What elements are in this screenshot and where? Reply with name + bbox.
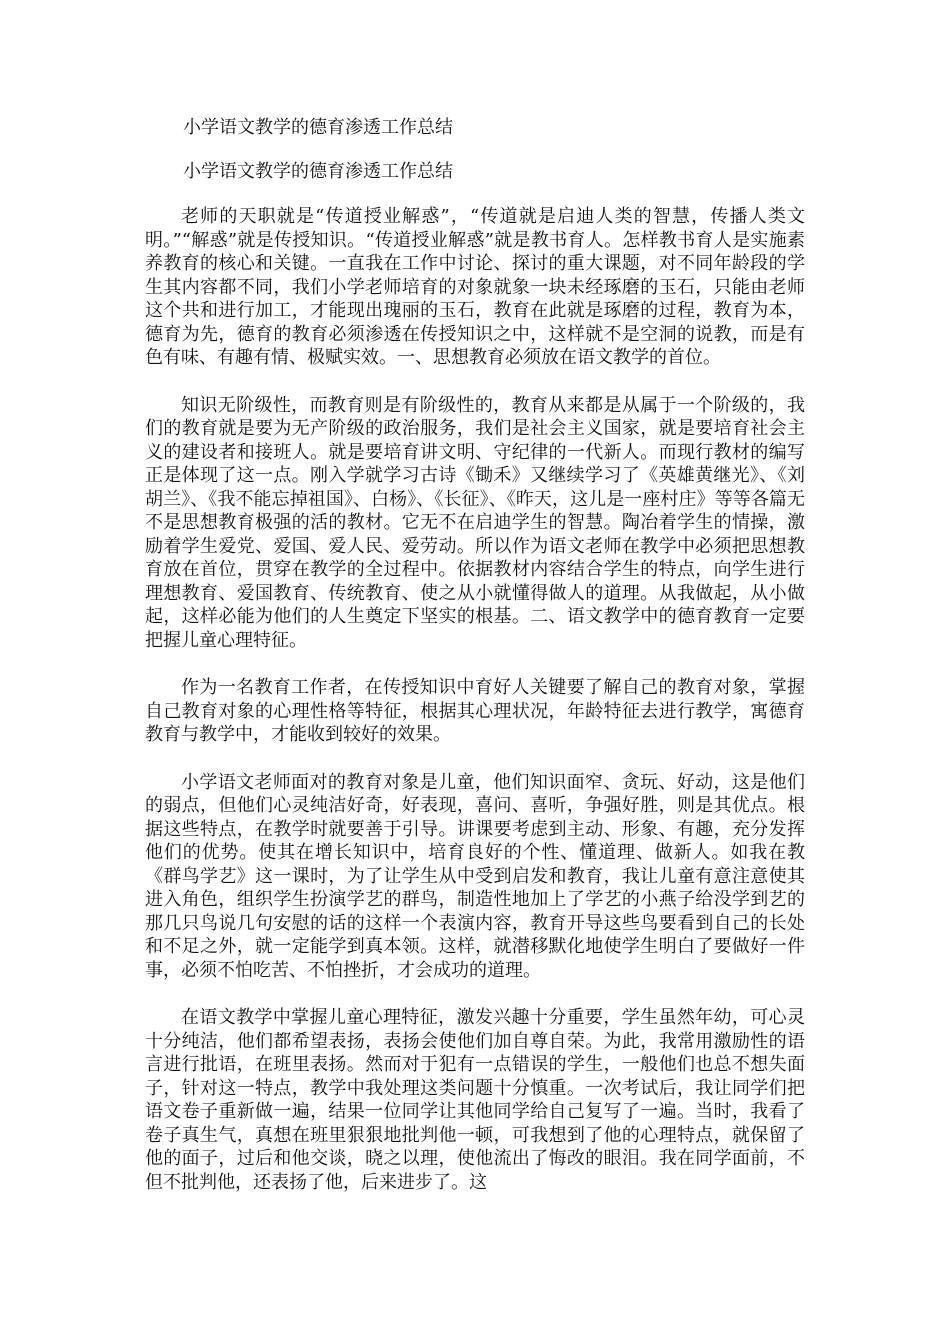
paragraph-5: 在语文教学中掌握儿童心理特征，激发兴趣十分重要，学生虽然年幼，可心灵十分纯洁，他们都希望表扬，表扬会使他们加自尊自荣。为此，我常用激励性的语言进行批语，在班里表扬。然而对于犯有一点错误的学生，一般他们也总不想失面子，针对这一特点，教学中我处理这类问题十分慎重。一次考试后，我让同学们把语文卷子重新做一遍，结果一位同学让其他同学给自己复写了一遍。当时，我看了卷子真生气，真想在班里狠狠地批判他一顿，可我想到了他的心理特点，就保留了他的面子，过后和他交谈，晓之以理，使他流出了悔改的眼泪。我在同学面前，不但不批判他，还表扬了他，后来进步了。这 — [145, 1007, 805, 1193]
paragraph-2: 知识无阶级性，而教育则是有阶级性的，教育从来都是从属于一个阶级的，我们的教育就是要为无产阶级的政治服务，我们是社会主义国家，就是要培育社会主义的建设者和接班人。就是要培育讲文明、守纪律的一代新人。而现行教材的编写正是体现了这一点。刚入学就学习古诗《锄禾》又继续学习了《英雄黄继光》、《刘胡兰》、《我不能忘掉祖国》、白杨》、《长征》、《昨天，这儿是一座村庄》等等各篇无不是思想教育极强的活的教材。它无不在启迪学生的智慧。陶冶着学生的情操，激励着学生爱党、爱国、爱人民、爱劳动。所以作为语文老师在教学中必须把思想教育放在首位，贯穿在教学的全过程中。依据教材内容结合学生的特点，向学生进行理想教育、爱国教育、传统教育、使之从小就懂得做人的道理。从我做起，从小做起，这样必能为他们的人生奠定下坚实的根基。二、语文教学中的德育教育一定要把握儿童心理特征。 — [145, 394, 805, 651]
document-subtitle: 小学语文教学的德育渗透工作总结 — [183, 161, 453, 182]
paragraph-1: 老师的天职就是“传道授业解惑”，“传道就是启迪人类的智慧，传播人类文明。”“解惑”就是传授知识。“传道授业解惑”就是教书育人。怎样教书育人是实施素养教育的核心和关键。一直我在工作中讨论、探讨的重大课题，对不同年龄段的学生其内容都不同，我们小学老师培育的对象就象一块未经琢磨的玉石，只能由老师这个共和进行加工，才能现出瑰丽的玉石，教育在此就是琢磨的过程，教育为本，德育为先，德育的教育必须渗透在传授知识之中，这样就不是空洞的说教，而是有色有味、有趣有情、极赋实效。一、思想教育必须放在语文教学的首位。 — [145, 206, 805, 368]
paragraph-3: 作为一名教育工作者，在传授知识中育好人关键要了解自己的教育对象，掌握自己教育对象的心理性格等特征，根据其心理状况，年龄特征去进行教学，寓德育教育与教学中，才能收到较好的效果。 — [145, 677, 805, 745]
document-body — [145, 205, 805, 1218]
paragraph-4: 小学语文老师面对的教育对象是儿童，他们知识面窄、贪玩、好动，这是他们的弱点，但他们心灵纯洁好奇，好表现，喜问、喜听，争强好胜，则是其优点。根据这些特点，在教学时就要善于引导。讲课要考虑到主动、形象、有趣，充分发挥他们的优势。使其在增长知识中，培育良好的个性、懂道理、做新人。如我在教《群鸟学艺》这一课时，为了让学生从中受到启发和教育，我让儿童有意注意使其进入角色，组织学生扮演学艺的群鸟，制造性地加上了学艺的小燕子给没学到艺的那几只鸟说几句安慰的话的这样一个表演内容，教育开导这些鸟要看到自己的长处和不足之外，就一定能学到真本领。这样，就潜移默化地使学生明白了要做好一件事，必须不怕吃苦、不怕挫折，才会成功的道理。 — [145, 771, 805, 981]
document-title: 小学语文教学的德育渗透工作总结 — [183, 117, 453, 138]
